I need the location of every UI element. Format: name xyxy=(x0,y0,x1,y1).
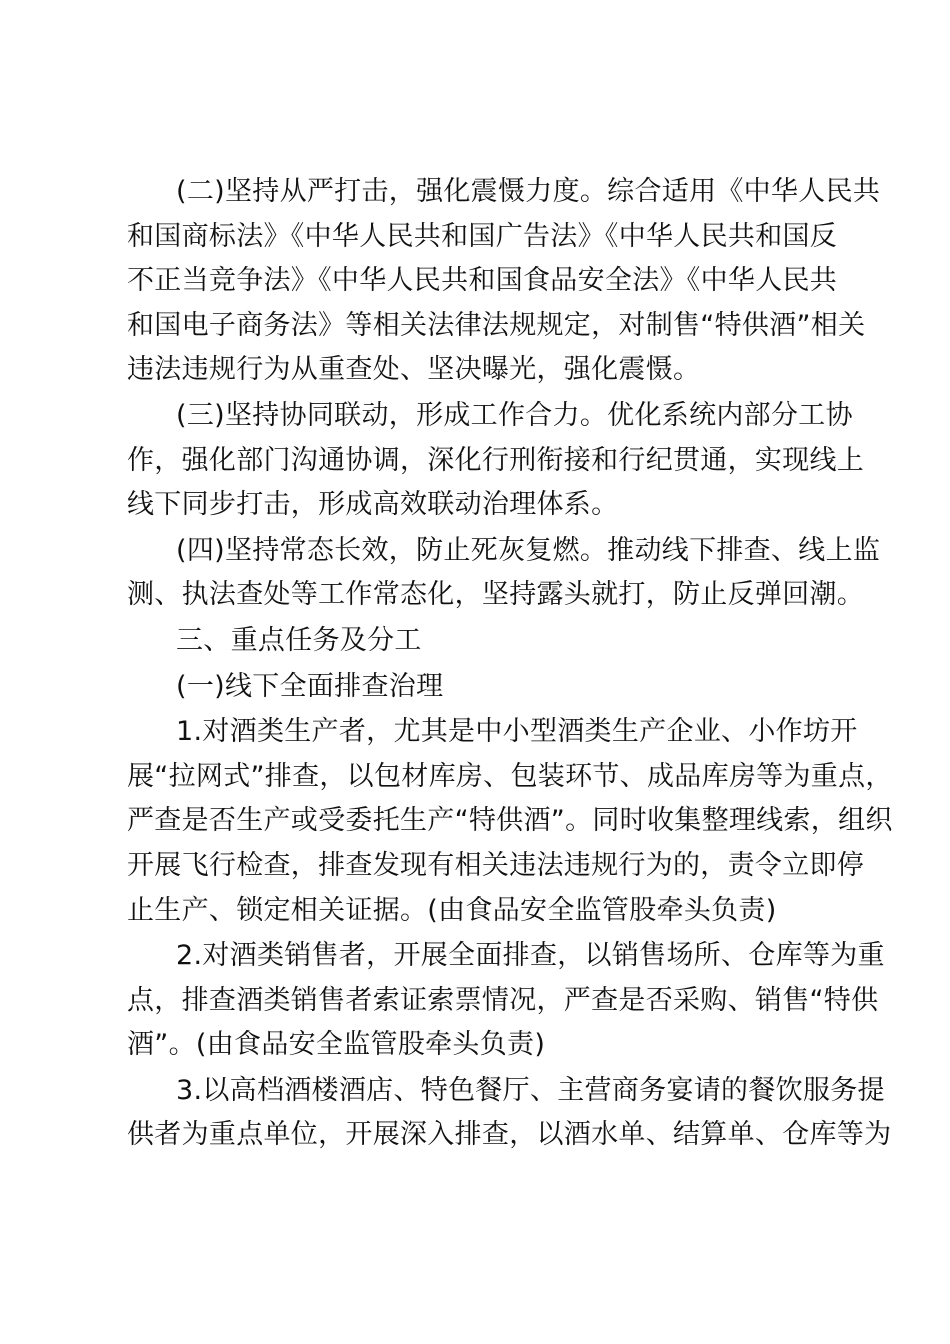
text-line: (三)坚持协同联动，形成工作合力。优化系统内部分工协 xyxy=(176,399,853,431)
document-body xyxy=(127,170,893,1159)
text-line: 2.对酒类销售者，开展全面排查，以销售场所、仓库等为重 xyxy=(176,940,885,972)
text-line: 三、重点任务及分工 xyxy=(176,624,422,656)
text-line: (一)线下全面排查治理 xyxy=(176,670,444,702)
list-item-catering xyxy=(127,1069,892,1158)
text-line: 展“拉网式”排查，以包材库房、包装环节、成品库房等为重点， xyxy=(127,760,893,792)
text-line: 3.以高档酒楼酒店、特色餐厅、主营商务宴请的餐饮服务提 xyxy=(176,1074,885,1106)
text-line: 和国电子商务法》等相关法律法规规定，对制售“特供酒”相关 xyxy=(127,309,866,341)
list-item-producers xyxy=(127,710,893,933)
text-line: 测、执法查处等工作常态化，坚持露头就打，防止反弹回潮。 xyxy=(127,579,865,611)
text-line: 违法违规行为从重查处、坚决曝光，强化震慑。 xyxy=(127,354,701,386)
list-item-sellers xyxy=(127,934,885,1068)
text-line: 严查是否生产或受委托生产“特供酒”。同时收集整理线索，组织 xyxy=(127,805,893,837)
section-heading-key-tasks xyxy=(127,619,837,664)
text-line: 1.对酒类生产者，尤其是中小型酒类生产企业、小作坊开 xyxy=(176,716,858,748)
text-line: 点，排查酒类销售者索证索票情况，严查是否采购、销售“特供 xyxy=(127,984,879,1016)
text-line: 线下同步打击，形成高效联动治理体系。 xyxy=(127,489,619,521)
text-line: 供者为重点单位，开展深入排查，以酒水单、结算单、仓库等为 xyxy=(127,1119,892,1151)
text-line: (二)坚持从严打击，强化震慑力度。综合适用《中华人民共 xyxy=(176,176,881,207)
text-line: 不正当竞争法》《中华人民共和国食品安全法》《中华人民共 xyxy=(127,265,838,297)
paragraph-coordinated-linkage xyxy=(127,394,865,528)
text-line: 和国商标法》《中华人民共和国广告法》《中华人民共和国反 xyxy=(127,220,838,252)
text-line: 止生产、锁定相关证据。(由食品安全监管股牵头负责) xyxy=(127,894,777,926)
text-line: 作，强化部门沟通协调，深化行刑衔接和行纪贯通，实现线上 xyxy=(127,444,865,476)
text-line: 酒”。(由食品安全监管股牵头负责) xyxy=(127,1029,546,1061)
paragraph-adhere-strict-crackdown xyxy=(127,170,881,393)
text-line: (四)坚持常态长效，防止死灰复燃。推动线下排查、线上监 xyxy=(176,534,881,566)
text-line: 开展飞行检查，排查发现有相关违法违规行为的，责令立即停 xyxy=(127,849,865,881)
subsection-heading-offline-inspection xyxy=(127,665,837,710)
paragraph-normalized-long-term xyxy=(127,529,881,618)
